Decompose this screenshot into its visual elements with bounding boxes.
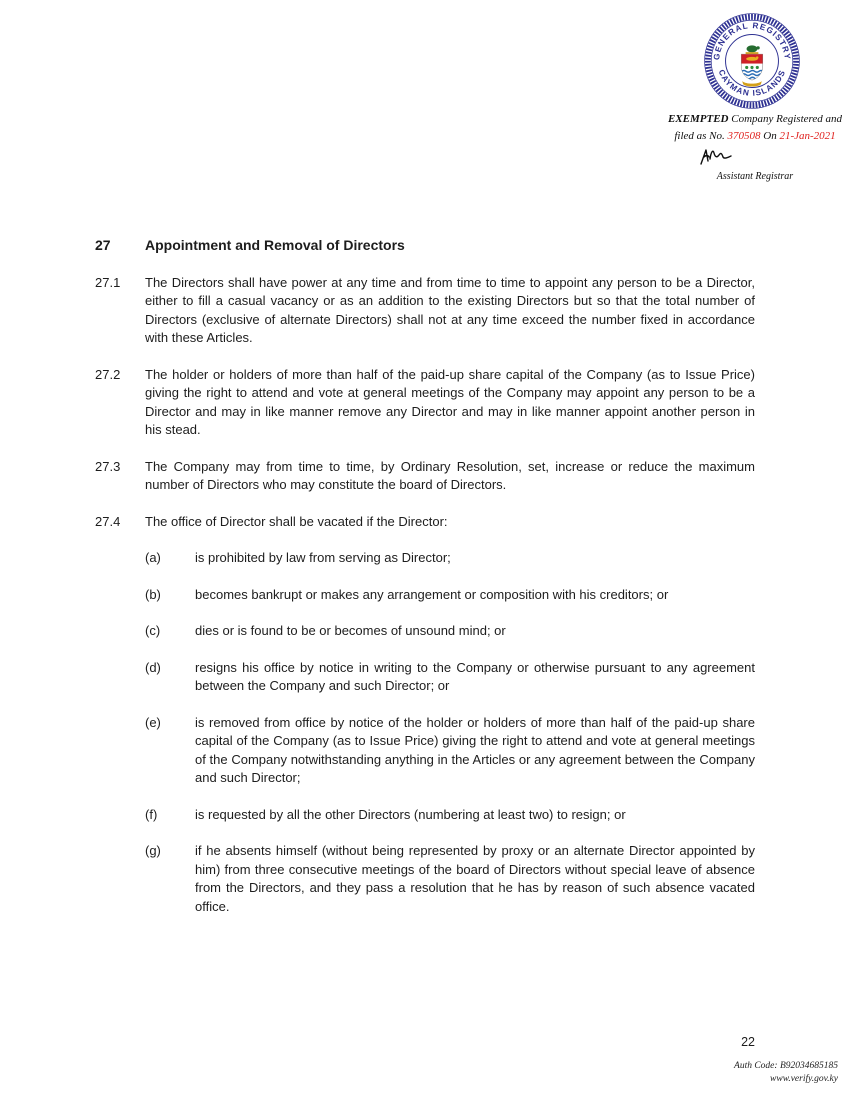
clause-text: The Directors shall have power at any time and from time to time to appoint any person to be a Director, either to fill a casual vacancy or as an addition to the existing Directors but so that the total number of Directors (exclusive of alternate Directors) shall not at any time exceed the number fixed in accordance with these Articles. [145,274,755,345]
subclause-text: becomes bankrupt or makes any arrangement or composition with his creditors; or [195,586,669,602]
subclause-d [145,659,755,696]
assistant-registrar-label: Assistant Registrar [716,171,794,182]
clause-27-3 [95,458,755,495]
cayman-coat-of-arms-icon [741,45,763,86]
seal-bottom-text: CAYMAN ISLANDS [716,68,788,98]
registrar-signature-icon [698,146,734,168]
subclause-label: (c) [145,623,161,638]
subclause-text: resigns his office by notice in writing to the Company or otherwise pursuant to any agreement between the Company and such Director; or [195,659,755,693]
subclause-a [145,549,755,568]
clause-27-4 [95,513,755,917]
subclause-text: dies or is found to be or becomes of unsound mind; or [195,623,506,638]
clause-27-1 [95,274,755,348]
stamp-registration-line1 [640,113,850,125]
clause-text: The Company may from time to time, by Ordinary Resolution, set, increase or reduce the maximum number of Directors who may constitute the board of Directors. [145,458,755,492]
general-registry-seal-icon [703,12,801,110]
verify-url: www.verify.gov.ky [770,1074,838,1084]
subclause-text: if he absents himself (without being represented by proxy or an alternate Director appointed by him) from three consecutive meetings of the board of Directors without special leave of absence from the Directors, and they pass a resolution that he has by reason of such absence vacated office. [195,843,755,914]
articles-section-27 [95,236,755,934]
clause-text: The office of Director shall be vacated if the Director: [145,513,448,529]
section-heading [95,236,755,255]
clause-text: The holder or holders of more than half of the paid-up share capital of the Company (as to Issue Price) giving the right to attend and vote at general meetings of the Company may appoint any person to be a Director and may in like manner remove any Director and may in like manner appoint another person in his stead. [145,366,755,437]
stamp-on-label: On [760,130,780,142]
subclause-label: (d) [145,659,161,675]
subclause-label: (b) [145,586,161,602]
subclause-b [145,586,755,605]
subclause-label: (a) [145,550,161,565]
auth-code: Auth Code: B92034685185 [734,1061,838,1071]
subclause-label: (e) [145,714,161,730]
subclause-f [145,806,755,825]
section-title: Appointment and Removal of Directors [145,237,405,253]
page-number: 22 [741,1035,755,1049]
seal-top-text: GENERAL REGISTRY [712,21,792,61]
subclause-text: is prohibited by law from serving as Director; [195,550,451,565]
clause-number: 27.4 [95,513,121,529]
subclause-e [145,714,755,788]
subclause-text: is removed from office by notice of the holder or holders of more than half of the paid-up share capital of the Company (as to Issue Price) giving the right to attend and vote at general meetings of the Company notwithstanding anything in the Articles or any agreement between the Company and such Director; [195,714,755,785]
clause-number: 27.1 [95,274,121,290]
subclause-label: (g) [145,843,161,858]
section-number: 27 [95,237,111,253]
stamp-line1-text: Company Registered and [728,113,843,125]
stamp-file-number: 370508 [727,130,761,142]
clause-number: 27.3 [95,458,121,474]
stamp-registration-line2 [640,130,850,142]
stamp-exempted-label: EXEMPTED [667,113,729,125]
clause-27-2 [95,366,755,440]
subclause-label: (f) [145,806,158,822]
stamp-filed-as-label: filed as No. [674,130,728,142]
subclause-text: is requested by all the other Directors (numbering at least two) to resign; or [195,806,626,822]
stamp-file-date: 21-Jan-2021 [779,130,836,142]
clause-number: 27.2 [95,366,121,382]
subclause-c [145,622,755,641]
subclause-g [145,842,755,916]
verification-footer [600,1060,838,1086]
